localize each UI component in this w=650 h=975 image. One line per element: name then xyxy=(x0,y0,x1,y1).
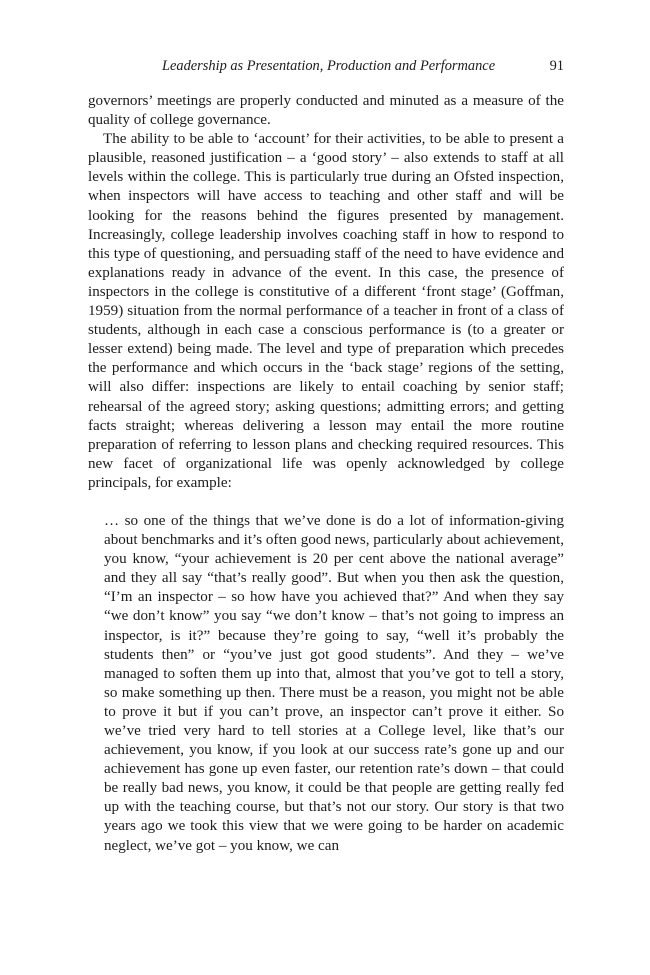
running-head xyxy=(88,58,564,78)
body-text xyxy=(88,92,564,856)
paragraph: The ability to be able to ‘account’ for their activities, to be able to present a plausible, reasoned justification – a ‘good story’ – also extends to staff at all levels within the college. This is particularly true during an Ofsted inspection, when inspectors will have access to teaching and other staff and will be looking for the reasons behind the figures presented by management. Increasingly, college leadership involves coaching staff in how to respond to this type of questioning, and persuading staff of the need to have evidence and explanations ready in advance of the event. In this case, the presence of inspectors in the college is constitutive of a different ‘front stage’ (Goffman, 1959) situation from the normal performance of a teacher in front of a class of students, although in each case a conscious performance is (to a greater or lesser extend) being made. The level and type of preparation which precedes the performance and which occurs in the ‘back stage’ regions of the setting, will also differ: inspections are likely to entail coaching by senior staff; rehearsal of the agreed story; asking questions; admitting errors; and getting facts straight; whereas delivering a lesson may entail the more routine preparation of referring to lesson plans and checking required resources. This new facet of organizational life was openly acknowledged by college principals, for example: xyxy=(88,131,564,491)
page-number: 91 xyxy=(549,58,564,74)
running-head-title: Leadership as Presentation, Production and Performance xyxy=(162,58,496,74)
paragraph-continuation: governors’ meetings are properly conducted and minuted as a measure of the quality of college governance. xyxy=(88,93,564,129)
block-quote: … so one of the things that we’ve done is do a lot of information-giving about benchmarks and it’s often good news, particularly about achievement, you know, “your achievement is 20 per cent above the national average” and they all say “that’s really good”. But when you then ask the question, “I’m an inspector – so how have you achieved that?” And when they say “we don’t know” you say “we don’t know – that’s not going to impress an inspector, is it?” because they’re going to say, “well it’s probably the students then” or “you’ve just got good students”. And they – we’ve managed to soften them up into that, almost that you’ve got to tell a story, so make something up then. There must be a reason, you might not be able to prove it but if you can’t prove, an inspector can’t prove it either. So we’ve tried very hard to tell stories at a College level, like that’s our achievement, you know, if you look at our success rate’s gone up and our achievement has gone up even faster, our retention rate’s down – that could be really bad news, you know, it could be that people are getting really fed up with the teaching course, but that’s not our story. Our story is that two years ago we took this view that we were going to be harder on academic neglect, we’ve got – you know, we can xyxy=(104,512,564,854)
